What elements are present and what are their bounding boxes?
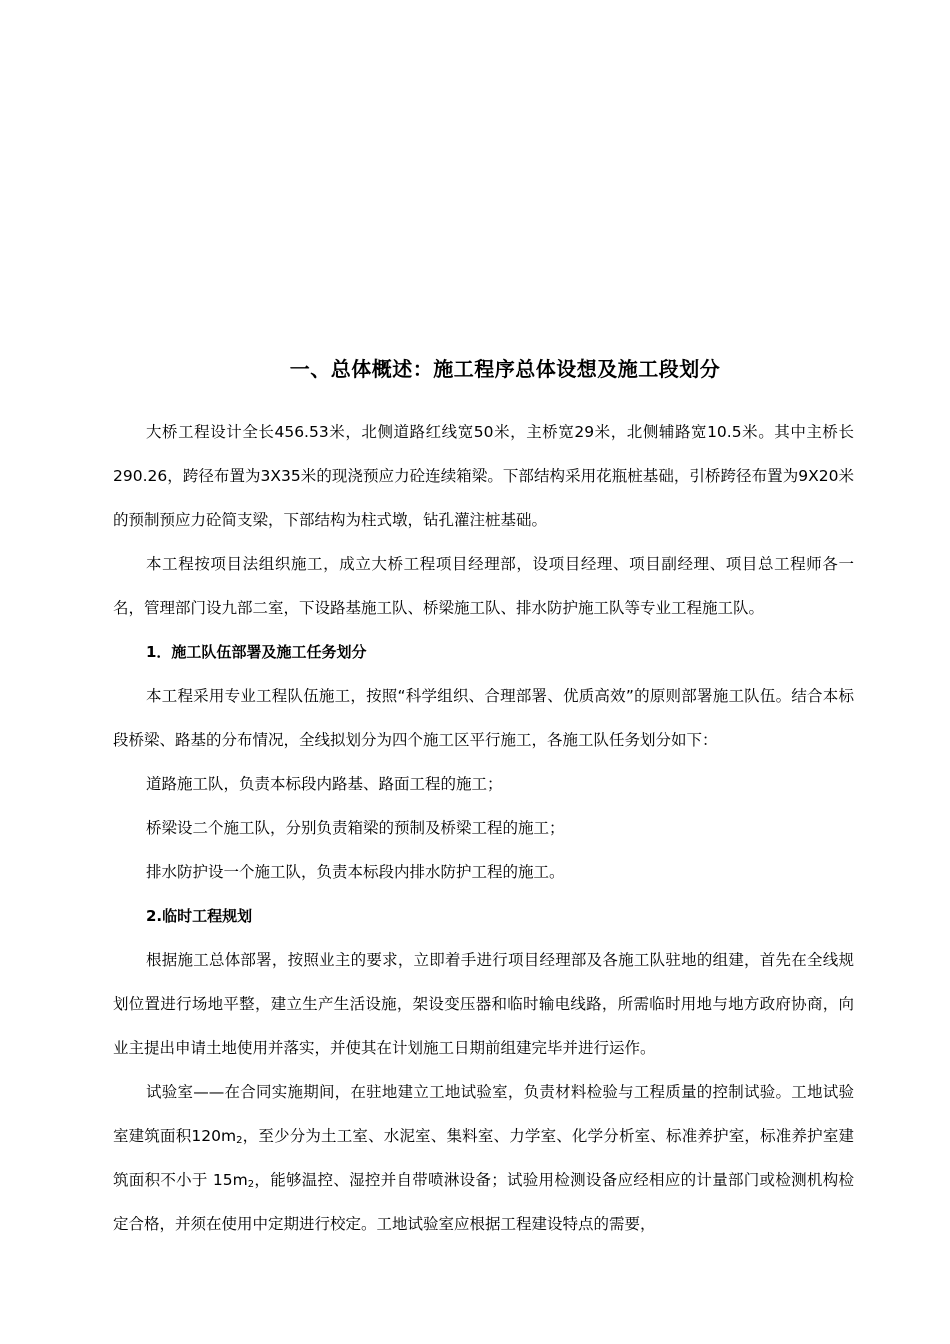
laboratory-text-part2: ，至少分为土工室、水泥室、集料室、力学室、化学分析室、标准养护室，标准养护室建筑面积不小于 15m: [113, 1127, 854, 1189]
document-body: [113, 410, 854, 1246]
page-title: 一、总体概述：施工程序总体设想及施工段划分: [289, 357, 721, 381]
laboratory-text-part1: 试验室——在合同实施期间，在驻地建立工地试验室，负责材料检验与工程质量的控制试验。工地试验室建筑面积120m: [113, 1083, 854, 1145]
section-heading-teams: 1．施工队伍部署及施工任务划分: [146, 643, 367, 661]
paragraph-laboratory: [113, 1070, 854, 1246]
paragraph-organization: 本工程按项目法组织施工，成立大桥工程项目经理部，设项目经理、项目副经理、项目总工程师各一名，管理部门设九部二室，下设路基施工队、桥梁施工队、排水防护施工队等专业工程施工队。: [113, 555, 854, 617]
laboratory-text-part3: ，能够温控、湿控并自带喷淋设备；试验用检测设备应经相应的计量部门或检测机构检定合格，并须在使用中定期进行校定。工地试验室应根据工程建设特点的需要，: [113, 1171, 854, 1233]
paragraph-team-deployment: 本工程采用专业工程队伍施工，按照“科学组织、合理部署、优质高效”的原则部署施工队伍。结合本标段桥梁、路基的分布情况，全线拟划分为四个施工区平行施工，各施工队任务划分如下：: [113, 687, 854, 749]
paragraph-bridge-team: 桥梁设二个施工队，分别负责箱梁的预制及桥梁工程的施工；: [146, 819, 565, 837]
paragraph-site-setup: 根据施工总体部署，按照业主的要求，立即着手进行项目经理部及各施工队驻地的组建，首先在全线规划位置进行场地平整，建立生产生活设施，架设变压器和临时输电线路，所需临时用地与地方政府协商，向业主提出申请土地使用并落实，并使其在计划施工日期前组建完毕并进行运作。: [113, 951, 854, 1057]
area-unit-subscript: 2: [236, 1135, 243, 1146]
paragraph-drainage-team: 排水防护设一个施工队，负责本标段内排水防护工程的施工。: [146, 863, 565, 881]
section-heading-temporary-works: 2.临时工程规划: [146, 907, 253, 925]
paragraph-road-team: 道路施工队，负责本标段内路基、路面工程的施工；: [146, 775, 503, 793]
area-unit-subscript: 2: [247, 1179, 255, 1190]
paragraph-project-overview: 大桥工程设计全长456.53米，北侧道路红线宽50米，主桥宽29米，北侧辅路宽10.5米。其中主桥长290.26，跨径布置为3X35米的现浇预应力砼连续箱梁。下部结构采用花瓶桩基础，引桥跨径布置为9X20米的预制预应力砼简支梁，下部结构为柱式墩，钻孔灌注桩基础。: [113, 423, 854, 529]
